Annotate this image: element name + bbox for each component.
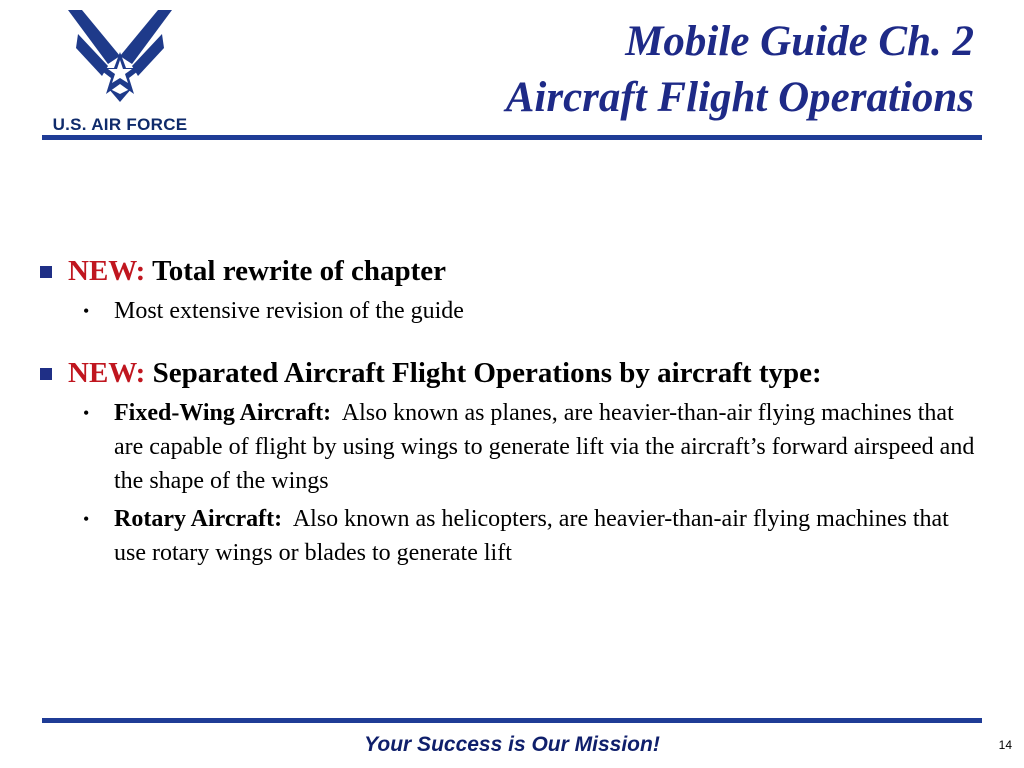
bullet-2-sub-2: [40, 502, 980, 570]
dot-bullet-icon: •: [83, 509, 90, 529]
slide-body: [40, 252, 980, 570]
logo-text: U.S. AIR FORCE: [52, 115, 188, 134]
sub-lead: Rotary Aircraft:: [114, 506, 283, 532]
slide-title: [334, 14, 974, 126]
sub-text: Also known as helicopters, are heavier-than-air flying machines that use rotary wings or blades to generate lift: [114, 506, 949, 566]
sub-text: Most extensive revision of the guide: [114, 298, 464, 324]
header-divider: [42, 135, 982, 140]
bullet-2: [40, 354, 980, 392]
dot-bullet-icon: •: [83, 301, 90, 321]
bullet-2-text: Separated Aircraft Flight Operations by aircraft type:: [152, 357, 822, 389]
air-force-symbol-icon: [68, 8, 172, 102]
square-bullet-icon: [40, 368, 52, 380]
title-line-1: Mobile Guide Ch. 2: [625, 18, 974, 65]
square-bullet-icon: [40, 266, 52, 278]
bullet-1-sub-1: [40, 294, 980, 328]
bullet-1-text: Total rewrite of chapter: [152, 255, 447, 287]
footer-motto: Your Success is Our Mission!: [364, 733, 660, 756]
footer-divider: [42, 718, 982, 723]
new-tag: NEW:: [68, 357, 146, 389]
sub-text: Also known as planes, are heavier-than-air flying machines that are capable of flight by using wings to generate lift via the aircraft’s forward airspeed and the shape of the wings: [114, 400, 975, 494]
page-number: 14: [998, 738, 1012, 752]
bullet-2-sub-1: [40, 396, 980, 498]
sub-lead: Fixed-Wing Aircraft:: [114, 400, 332, 426]
new-tag: NEW:: [68, 255, 146, 287]
air-force-logo: [40, 8, 200, 136]
bullet-1: [40, 252, 980, 290]
dot-bullet-icon: •: [83, 403, 90, 423]
title-line-2: Aircraft Flight Operations: [505, 74, 974, 121]
